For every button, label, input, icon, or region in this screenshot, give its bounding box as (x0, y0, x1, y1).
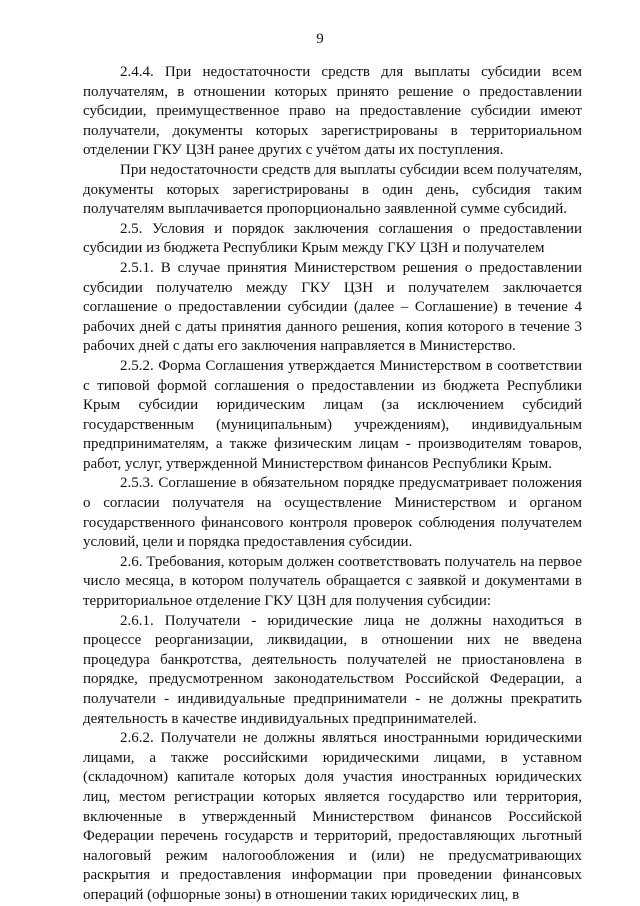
section-heading-2-5: 2.5. Условия и порядок заключения соглашения о предоставлении субсидии из бюджета Республики Крым между ГКУ ЦЗН и получателем (83, 220, 582, 257)
paragraph-2-5-3: 2.5.3. Соглашение в обязательном порядке предусматривает положения о согласии получателя на осуществление Министерством и органом государственного финансового контроля проверок соблюдения получателем условий, цели и порядка предоставления субсидии. (83, 475, 582, 551)
paragraph-2-5-1: 2.5.1. В случае принятия Министерством решения о предоставлении субсидии получателю между ГКУ ЦЗН и получателем заключается соглашение о предоставлении субсидии (далее – Соглашение) в течение 4 рабочих дней с даты принятия данного решения, копия которого в течение 3 рабочих дней с даты его заключения направляется в Министерство. (83, 259, 582, 355)
paragraph-2-6: 2.6. Требования, которым должен соответствовать получатель на первое число месяца, в котором получатель обращается с заявкой и документами в территориальное отделение ГКУ ЦЗН для получения субсидии: (83, 553, 582, 610)
document-body (83, 63, 582, 906)
paragraph-insufficient-funds: При недостаточности средств для выплаты субсидии всем получателям, документы которых зарегистрированы в один день, субсидия таким получателям выплачивается пропорционально заявленной сумме субсидий. (83, 161, 582, 218)
page-number: 9 (316, 31, 324, 47)
paragraph-2-6-1: 2.6.1. Получатели - юридические лица не должны находиться в процессе реорганизации, ликвидации, в отношении них не введена процедура банкротства, деятельность получателей не приостановлена в порядке, предусмотренном законодательством Российской Федерации, а получатели - индивидуальные предприниматели - не должны прекратить деятельность в качестве индивидуальных предпринимателей. (83, 612, 582, 727)
paragraph-2-5-2: 2.5.2. Форма Соглашения утверждается Министерством в соответствии с типовой формой соглашения о предоставлении из бюджета Республики Крым субсидии юридическим лицам (за исключением субсидий государственным (муниципальным) учреждениям), индивидуальным предпринимателям, а также физическим лицам - производителям товаров, работ, услуг, утвержденной Министерством финансов Республики Крым. (83, 357, 582, 472)
paragraph-2-6-2: 2.6.2. Получатели не должны являться иностранными юридическими лицами, а также российскими юридическими лицами, в уставном (складочном) капитале которых доля участия иностранных юридических лиц, местом регистрации которых является государство или территория, включенные в утвержденный Министерством финансов Российской Федерации перечень государств и территорий, предоставляющих льготный налоговый режим налогообложения и (или) не предусматривающих раскрытия и предоставления информации при проведении финансовых операций (офшорные зоны) в отношении таких юридических лиц, в (83, 730, 582, 903)
paragraph-2-4-4: 2.4.4. При недостаточности средств для выплаты субсидии всем получателям, в отношении которых принято решение о предоставлении субсидии, преимущественное право на предоставление субсидии имеют получатели, документы которых зарегистрированы в территориальном отделении ГКУ ЦЗН ранее других с учётом даты их поступления. (83, 64, 582, 159)
